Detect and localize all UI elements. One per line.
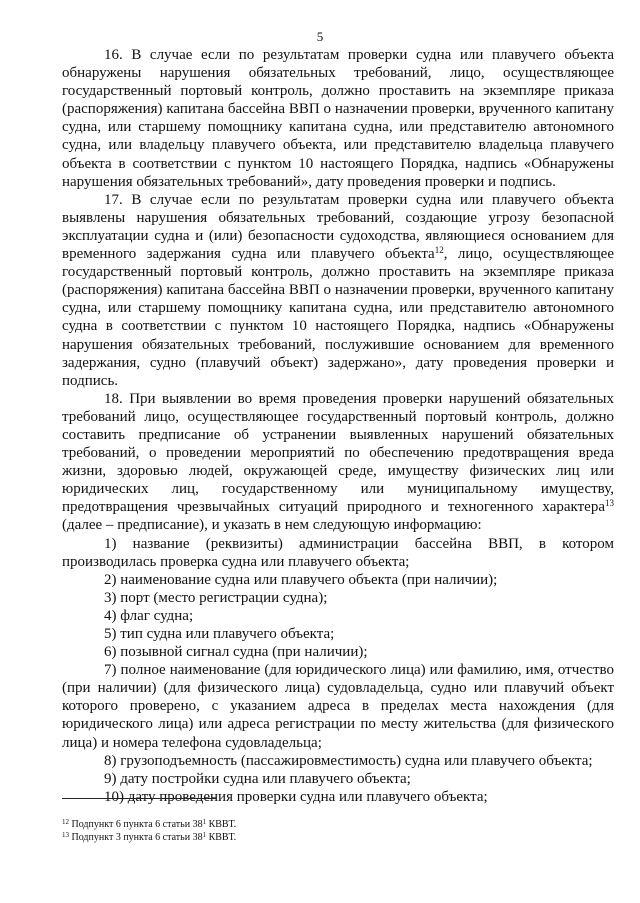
paragraph-16: 16. В случае если по результатам проверки судна или плавучего объекта обнаружены нарушения обязательных требований, лицо, осуществляющее государственный портовый контроль, должно проставить на экземпляре приказа (распоряжения) капитана бассейна ВВП о назначении проверки, врученного капитану судна, или старшему помощнику капитана судна, или представителю автономного судна, или владельцу плавучего объекта, или представителю владельца плавучего объекта в соответствии с пунктом 10 настоящего Порядка, надпись «Обнаружены нарушения обязательных требований», дату проведения проверки и подпись. <box>62 47 614 190</box>
paragraph-18-text-a: 18. При выявлении во время проведения проверки нарушений обязательных требований лицо, осуществляющее государственный портовый контроль, должно составить предписание об устранении выявленных нарушений обязательных требований, о проведении мероприятий по обеспечению предотвращения вреда жизни, здоровью людей, окружающей среде, имуществу физических лиц или юридических лиц, государственному или муниципальному имуществу, предотвращения чрезвычайных ситуаций природного и техногенного характера <box>62 390 614 516</box>
list-item: 4) флаг судна; <box>104 607 194 624</box>
footnote-13 <box>62 831 614 844</box>
footnote-ref-12[interactable]: 12 <box>434 245 444 256</box>
list-item: 9) дату постройки судна или плавучего объекта; <box>104 770 411 787</box>
footnote-mark: 13 <box>62 831 69 839</box>
footnote-mark: 12 <box>62 818 69 826</box>
list-item: 6) позывной сигнал судна (при наличии); <box>104 644 368 661</box>
paragraph-17-text-a: 17. В случае если по результатам проверки судна или плавучего объекта выявлены нарушения обязательных требований, создающие угрозу безопасной эксплуатации судна и (или) безопасности судоходства, являющиеся основанием для временного задержания судна или плавучего объекта <box>62 191 614 263</box>
footnotes <box>62 818 614 844</box>
footnote-text: Подпункт 6 пункта 6 статьи 38 <box>69 819 203 830</box>
footnote-separator <box>62 798 216 799</box>
footnote-article-sup: 1 <box>202 831 207 839</box>
paragraph-17 <box>62 191 614 390</box>
list-item: 5) тип судна или плавучего объекта; <box>104 626 335 642</box>
list-item: 8) грузоподъемность (пассажировместимость) судна или плавучего объекта; <box>104 752 593 769</box>
list-item: 2) наименование судна или плавучего объекта (при наличии); <box>104 571 498 588</box>
list-item: 3) порт (место регистрации судна); <box>104 589 328 606</box>
paragraph-18 <box>62 390 614 535</box>
footnote-text-end: КВВТ. <box>206 819 237 830</box>
paragraph-18-text-b: (далее – предписание), и указать в нем следующую информацию: <box>62 517 482 534</box>
document-body <box>62 46 614 806</box>
list-item: 1) название (реквизиты) администрации бассейна ВВП, в котором производилась проверка судна или плавучего объекта; <box>62 535 614 570</box>
footnote-text: Подпункт 3 пункта 6 статьи 38 <box>69 832 203 843</box>
page-number: 5 <box>316 29 324 44</box>
footnote-ref-13[interactable]: 13 <box>605 498 614 509</box>
footnote-text-end: КВВТ. <box>206 832 237 843</box>
list-item: 7) полное наименование (для юридического лица) или фамилию, имя, отчество (при наличии) (для физического лица) судовладельца, судно или плавучий объект которого проверено, с указанием адреса в пределах места нахождения (для юридического лица) или адреса регистрации по месту жительства (для физического лица) и номера телефона судовладельца; <box>62 662 614 751</box>
list-item: 10) дату проведения проверки судна или плавучего объекта; <box>104 788 488 805</box>
paragraph-17-text-b: , лицо, осуществляющее государственный портовый контроль, должно проставить на экземпляре приказа (распоряжения) капитана бассейна ВВП о назначении проверки, врученного капитану судна, или старшему помощнику капитана судна, или представителю автономного судна в соответствии с пунктом 10 настоящего Порядка, надпись «Обнаружены нарушения обязательных требований, послужившие основанием для временного задержания, судно (плавучий объект) задержано», дату проведения проверки и подпись. <box>62 246 615 389</box>
footnote-12 <box>62 818 614 831</box>
footnote-article-sup: 1 <box>202 818 207 826</box>
